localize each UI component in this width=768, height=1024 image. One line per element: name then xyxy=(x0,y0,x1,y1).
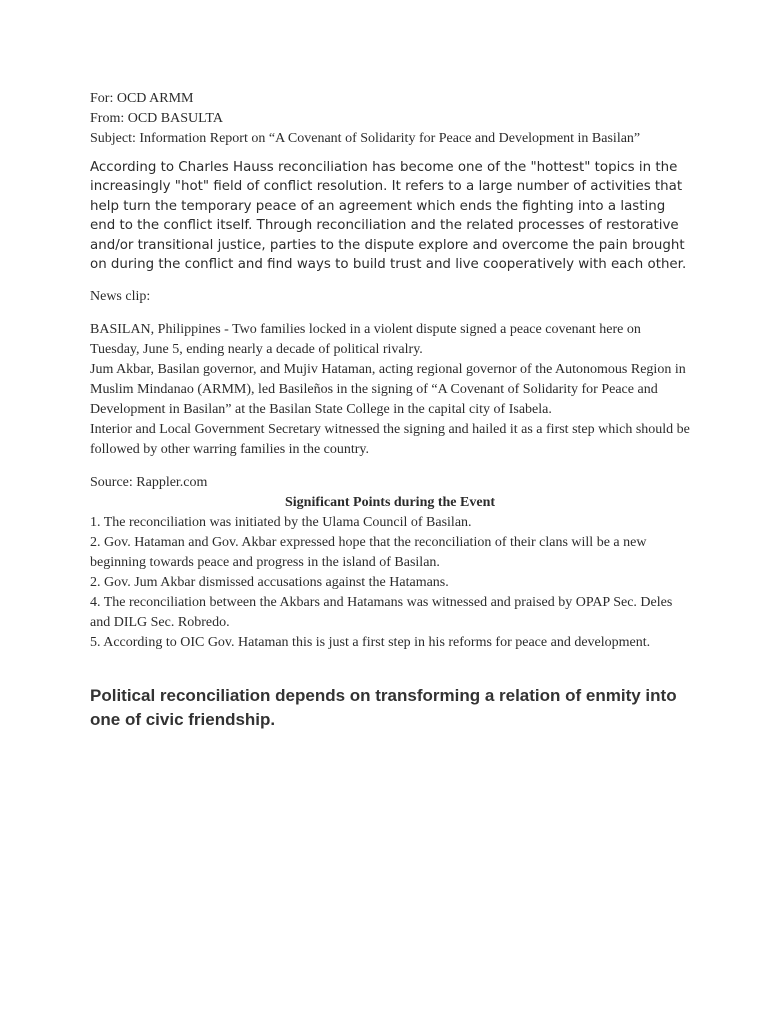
points-list xyxy=(90,513,690,653)
list-item: 1. The reconciliation was initiated by the Ulama Council of Basilan. xyxy=(90,515,472,531)
list-item: 2. Gov. Hataman and Gov. Akbar expressed hope that the reconciliation of their clans will be a new beginning towards peace and progress in the island of Basilan. xyxy=(90,535,647,571)
document-page xyxy=(90,89,690,732)
news-clip-line: BASILAN, Philippines - Two families locked in a violent dispute signed a peace covenant here on Tuesday, June 5, ending nearly a decade of political rivalry. xyxy=(90,322,641,358)
closing-quote: Political reconciliation depends on transforming a relation of enmity into one of civic friendship. xyxy=(90,686,677,730)
memo-from: From: OCD BASULTA xyxy=(90,111,223,126)
list-item: 5. According to OIC Gov. Hataman this is just a first step in his reforms for peace and development. xyxy=(90,635,651,651)
intro-paragraph: According to Charles Hauss reconciliation has become one of the "hottest" topics in the increasingly "hot" field of conflict resolution. It refers to a large number of activities that help turn the temporary peace of an agreement which ends the fighting into a lasting end to the conflict itself. Through reconciliation and the related processes of restorative and/or transitional justice, parties to the dispute explore and overcome the pain brought on during the conflict and find ways to build trust and live cooperatively with each other. xyxy=(90,160,687,273)
news-clip-label: News clip: xyxy=(90,289,151,305)
news-clip-line: Jum Akbar, Basilan governor, and Mujiv Hataman, acting regional governor of the Autonomous Region in Muslim Mindanao (ARMM), led Basileños in the signing of “A Covenant of Solidarity for Peace and Development in Basilan” at the Basilan State College in the capital city of Isabela. xyxy=(90,362,686,418)
news-clip-body xyxy=(90,320,690,460)
memo-subject: Subject: Information Report on “A Covenant of Solidarity for Peace and Development in Basilan” xyxy=(90,131,641,146)
memo-header xyxy=(90,89,690,149)
list-item: 2. Gov. Jum Akbar dismissed accusations against the Hatamans. xyxy=(90,575,449,591)
memo-for: For: OCD ARMM xyxy=(90,91,194,106)
news-clip-line: Interior and Local Government Secretary witnessed the signing and hailed it as a first step which should be followed by other warring families in the country. xyxy=(90,422,690,458)
points-heading: Significant Points during the Event xyxy=(284,495,496,511)
news-source: Source: Rappler.com xyxy=(90,475,208,491)
list-item: 4. The reconciliation between the Akbars and Hatamans was witnessed and praised by OPAP Sec. Deles and DILG Sec. Robredo. xyxy=(90,595,673,631)
